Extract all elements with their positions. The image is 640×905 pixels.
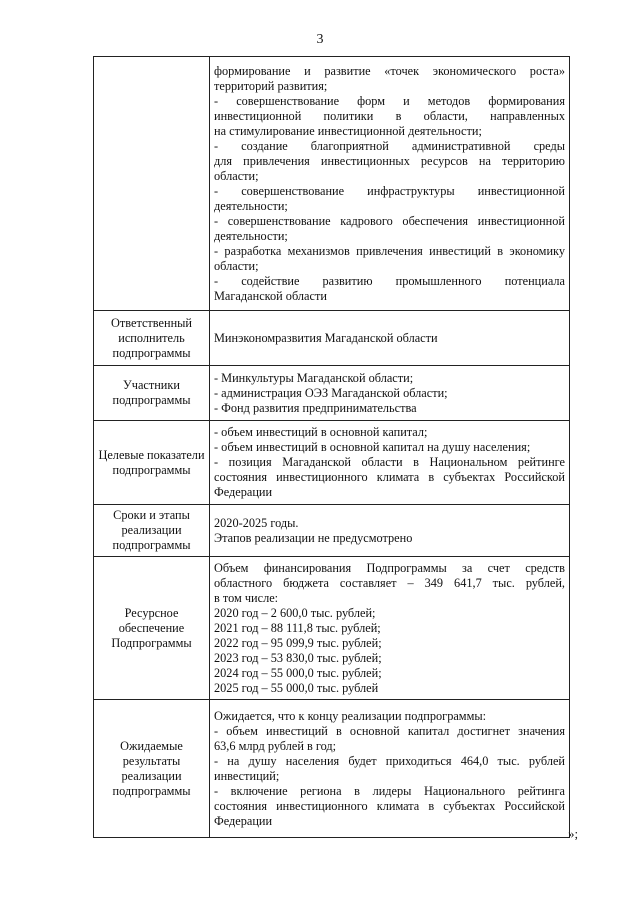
row-label: Целевые показатели подпрограммы: [94, 421, 210, 505]
content-line: - разработка механизмов привлечения инвестиций в экономику: [214, 243, 565, 258]
content-line: Магаданской области: [214, 288, 327, 303]
content-line: - содействие развитию промышленного потенциала: [214, 273, 565, 288]
table-row-target-indicators: [94, 421, 570, 505]
content-line: - на душу населения будет приходиться 464,0 тыс. рублей: [214, 753, 565, 768]
content-line: в том числе:: [214, 590, 279, 605]
content-line: - Фонд развития предпринимательства: [214, 400, 417, 415]
content-line: - совершенствование кадрового обеспечения инвестиционной: [214, 213, 565, 228]
content-line: - объем инвестиций в основной капитал достигнет значения: [214, 723, 565, 738]
page-number: 3: [316, 32, 324, 47]
content-line: состояния инвестиционного климата в субъектах Российской: [214, 470, 565, 484]
content-line: 2025 год – 55 000,0 тыс. рублей: [214, 680, 379, 695]
content-line: Объем финансирования Подпрограммы за счет средств: [214, 560, 565, 575]
content-line: областного бюджета составляет – 349 641,7 тыс. рублей,: [214, 575, 565, 590]
table-row-responsible-executor: [94, 311, 570, 366]
content-line: области;: [214, 168, 259, 183]
content-line: 2022 год – 95 099,9 тыс. рублей;: [214, 635, 382, 650]
closing-quote-mark: »;: [568, 826, 579, 841]
row-content: [210, 57, 570, 311]
content-line: - совершенствование форм и методов формирования: [214, 93, 565, 108]
content-line: - позиция Магаданской области в Национальном рейтинге: [214, 455, 565, 469]
content-line: Ожидается, что к концу реализации подпрограммы:: [214, 708, 487, 723]
row-content: [210, 421, 570, 505]
content-line: формирование и развитие «точек экономического роста»: [214, 63, 565, 78]
passport-table: [93, 56, 570, 838]
row-label: Сроки и этапы реализации подпрограммы: [94, 505, 210, 557]
row-content: [210, 311, 570, 366]
content-line: деятельности;: [214, 228, 288, 243]
content-line: деятельности;: [214, 198, 288, 213]
content-line: - администрация ОЭЗ Магаданской области;: [214, 385, 448, 400]
content-line: - объем инвестиций в основной капитал;: [214, 425, 428, 439]
content-line: 63,6 млрд рублей в год;: [214, 738, 337, 753]
content-line: - включение региона в лидеры Национального рейтинга: [214, 783, 565, 798]
content-line: Федерации: [214, 485, 273, 499]
table-row-expected-results: [94, 700, 570, 838]
row-content: [210, 505, 570, 557]
content-line: - объем инвестиций в основной капитал на душу населения;: [214, 440, 531, 454]
content-line: территорий развития;: [214, 78, 328, 93]
table-row-participants: [94, 366, 570, 421]
row-label: Ожидаемые результаты реализации подпрограммы: [94, 700, 210, 838]
content-line: области;: [214, 258, 259, 273]
content-line: Федерации: [214, 813, 273, 828]
content-line: Этапов реализации не предусмотрено: [214, 530, 413, 545]
content-line: 2023 год – 53 830,0 тыс. рублей;: [214, 650, 382, 665]
content-line: на стимулирование инвестиционной деятельности;: [214, 123, 482, 138]
row-content: [210, 557, 570, 700]
row-label: [94, 57, 210, 311]
table-row-resource-provision: [94, 557, 570, 700]
content-line: состояния инвестиционного климата в субъектах Российской: [214, 798, 565, 813]
content-line: - совершенствование инфраструктуры инвестиционной: [214, 183, 565, 198]
row-content: [210, 366, 570, 421]
content-line: - создание благоприятной административной среды: [214, 138, 565, 153]
row-label: Ресурсное обеспечение Подпрограммы: [94, 557, 210, 700]
content-line: инвестиционной политики в области, направленных: [214, 108, 565, 123]
content-line: для привлечения инвестиционных ресурсов на территорию: [214, 153, 565, 168]
row-content: [210, 700, 570, 838]
row-label: Участники подпрограммы: [94, 366, 210, 421]
content-line: 2024 год – 55 000,0 тыс. рублей;: [214, 665, 382, 680]
content-line: инвестиций;: [214, 768, 280, 783]
table-row-goals-continued: [94, 57, 570, 311]
content-line: Минэкономразвития Магаданской области: [214, 330, 438, 345]
table-row-terms-and-stages: [94, 505, 570, 557]
content-line: 2021 год – 88 111,8 тыс. рублей;: [214, 620, 381, 635]
content-line: 2020-2025 годы.: [214, 515, 299, 530]
content-line: - Минкультуры Магаданской области;: [214, 370, 414, 385]
row-label: Ответственный исполнитель подпрограммы: [94, 311, 210, 366]
content-line: 2020 год – 2 600,0 тыс. рублей;: [214, 605, 376, 620]
